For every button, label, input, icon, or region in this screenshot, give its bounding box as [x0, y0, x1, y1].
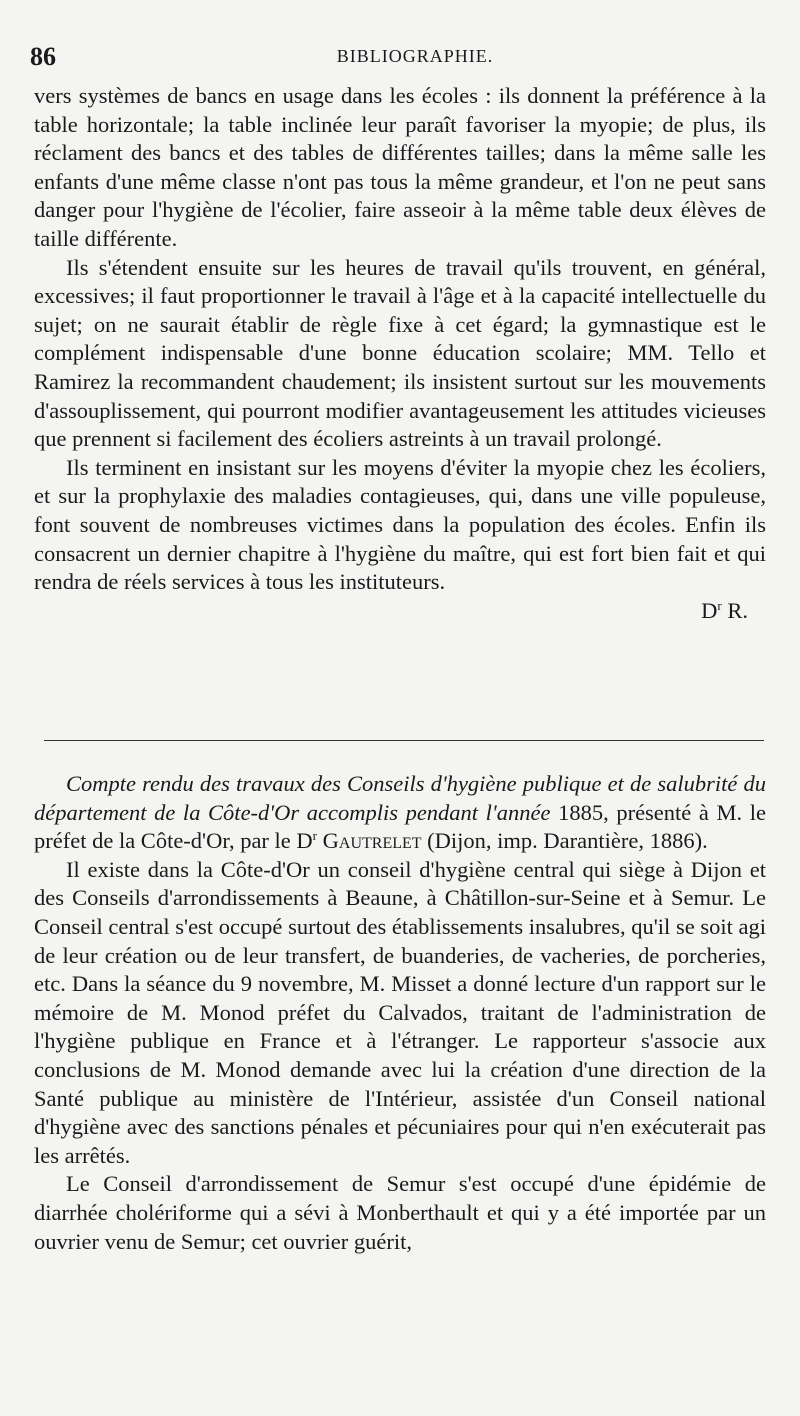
section-divider — [44, 740, 764, 741]
running-title: BIBLIOGRAPHIE. — [336, 46, 494, 66]
signature-line — [34, 597, 766, 626]
review-text-1 — [34, 82, 766, 625]
paragraph: vers systèmes de bancs en usage dans les écoles : ils donnent la préférence à la table horizontale; la table inclinée leur paraît favoriser la myopie; de plus, ils réclament des bancs et des tables de différentes tailles; dans la même salle les enfants d'une même classe n'ont pas tous la même grandeur, et l'on ne peut sans danger pour l'hygiène de l'écolier, faire asseoir à la même table deux élèves de taille différente. — [34, 83, 766, 251]
paragraph: Le Conseil d'arrondissement de Semur s'est occupé d'une épidémie de diarrhée cholériforme qui a sévi à Monberthault et qui y a été importée par un ouvrier venu de Semur; cet ouvrier guérit, — [34, 1171, 766, 1254]
signature: $D^r$ R. — [701, 597, 748, 623]
paragraph: Ils s'étendent ensuite sur les heures de travail qu'ils trouvent, en général, excessives; il faut proportionner le travail à l'âge et à la capacité intellectuelle du sujet; on ne saurait établir de règle fixe à cet égard; la gymnastique est le complément indispensable d'une bonne éducation scolaire; MM. Tello et Ramirez la recommandent chaudement; ils insistent surtout sur les mouvements d'assouplissement, qui pourront modifier avantageusement les attitudes vicieuses que prennent si facilement des écoliers astreints à un travail prolongé. — [34, 254, 766, 452]
review-text-2 — [34, 770, 766, 1256]
page-header — [30, 40, 760, 70]
reference-title: Compte rendu des travaux des Conseils d'hygiène publique et de salubrité du département de la Côte-d'Or accomplis pendant l'année 1885, présenté à M. le préfet de la Côte-d'Or, par le $D^r$ Gautrelet (Dijon, imp. Darantière, 1886). — [34, 771, 766, 854]
paragraph: Ils terminent en insistant sur les moyens d'éviter la myopie chez les écoliers, et sur la prophylaxie des maladies contagieuses, qui, dans une ville populeuse, font souvent de nombreuses victimes dans la population des écoles. Enfin ils consacrent un dernier chapitre à l'hygiène du maître, qui est fort bien fait et qui rendra de réels services à tous les instituteurs. — [34, 454, 766, 595]
page-number: 86 — [30, 42, 56, 71]
paragraph: Il existe dans la Côte-d'Or un conseil d'hygiène central qui siège à Dijon et des Conseils d'arrondissements à Beaune, à Châtillon-sur-Seine et à Semur. Le Conseil central s'est occupé surtout des établissements insalubres, qu'il se soit agi de leur création ou de leur transfert, de buanderies, de vacheries, de porcheries, etc. Dans la séance du 9 novembre, M. Misset a donné lecture d'un rapport sur le mémoire de M. Monod préfet du Calvados, traitant de l'administration de l'hygiène publique en France et à l'étranger. Le rapporteur s'associe aux conclusions de M. Monod demande avec lui la création d'une direction de la Santé publique au ministère de l'Intérieur, assistée d'un Conseil national d'hygiène avec des sanctions pénales et pécuniaires pour qui n'en exécuterait pas les arrêtés. — [34, 856, 766, 1168]
